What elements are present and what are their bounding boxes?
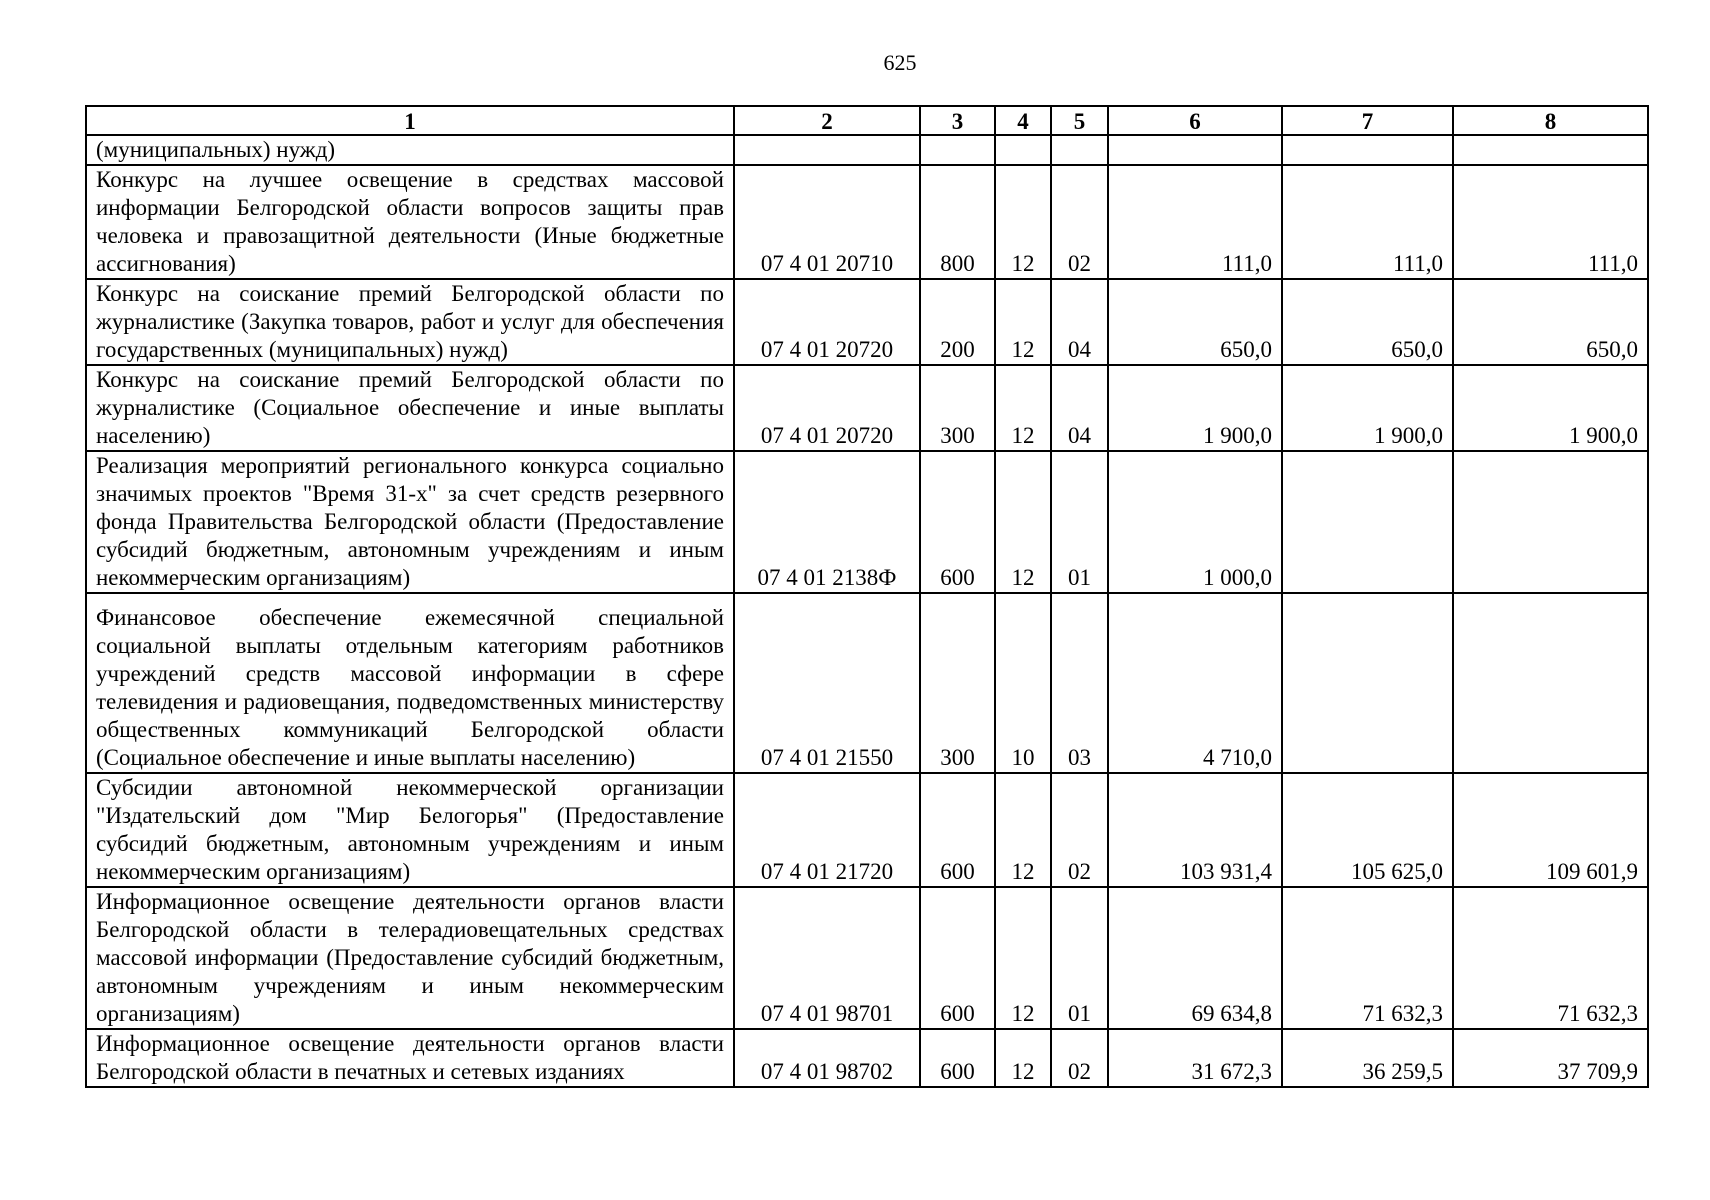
- table-row: [86, 165, 1648, 279]
- row-target-code: 07 4 01 21720: [734, 773, 920, 887]
- table-row: [86, 451, 1648, 593]
- row-value-col-7: 1 900,0: [1282, 365, 1453, 451]
- row-value-col-6: [1108, 135, 1282, 165]
- row-target-code: 07 4 01 2138Ф: [734, 451, 920, 593]
- row-target-code: 07 4 01 98702: [734, 1029, 920, 1087]
- table-row: [86, 593, 1648, 773]
- row-value-col-6: 103 931,4: [1108, 773, 1282, 887]
- row-expense-type: [920, 135, 995, 165]
- row-target-code: 07 4 01 21550: [734, 593, 920, 773]
- row-description: Реализация мероприятий регионального конкурса социально значимых проектов "Время 31-х" за счет средств резервного фонда Правительства Белгородской области (Предоставление субсидий бюджетным, автономным учреждениям и иным некоммерческим организациям): [86, 451, 734, 593]
- row-subsection: 02: [1051, 773, 1108, 887]
- row-description: Финансовое обеспечение ежемесячной специальной социальной выплаты отдельным категориям работников учреждений средств массовой информации в сфере телевидения и радиовещания, подведомственных министерству общественных коммуникаций Белгородской области (Социальное обеспечение и иные выплаты населению): [86, 593, 734, 773]
- row-value-col-6: 69 634,8: [1108, 887, 1282, 1029]
- table-row: [86, 135, 1648, 165]
- row-description: Субсидии автономной некоммерческой организации "Издательский дом "Мир Белогорья" (Предоставление субсидий бюджетным, автономным учреждениям и иным некоммерческим организациям): [86, 773, 734, 887]
- row-subsection: 01: [1051, 887, 1108, 1029]
- row-value-col-8: 37 709,9: [1453, 1029, 1648, 1087]
- row-expense-type: 300: [920, 593, 995, 773]
- page-number: 625: [883, 50, 917, 75]
- row-expense-type: 800: [920, 165, 995, 279]
- row-value-col-8: 109 601,9: [1453, 773, 1648, 887]
- row-value-col-6: 1 900,0: [1108, 365, 1282, 451]
- header-row: [86, 106, 1648, 135]
- row-expense-type: 200: [920, 279, 995, 365]
- row-value-col-8: [1453, 135, 1648, 165]
- row-target-code: 07 4 01 98701: [734, 887, 920, 1029]
- row-value-col-7: 111,0: [1282, 165, 1453, 279]
- header-col-8: 8: [1453, 106, 1648, 135]
- row-subsection: 04: [1051, 279, 1108, 365]
- row-value-col-7: 650,0: [1282, 279, 1453, 365]
- row-section: 12: [995, 887, 1051, 1029]
- row-section: 12: [995, 165, 1051, 279]
- table-row: [86, 365, 1648, 451]
- row-description: Конкурс на соискание премий Белгородской области по журналистике (Закупка товаров, работ и услуг для обеспечения государственных (муниципальных) нужд): [86, 279, 734, 365]
- row-subsection: 02: [1051, 165, 1108, 279]
- row-expense-type: 600: [920, 451, 995, 593]
- row-expense-type: 600: [920, 887, 995, 1029]
- row-subsection: 01: [1051, 451, 1108, 593]
- row-value-col-8: 650,0: [1453, 279, 1648, 365]
- row-target-code: 07 4 01 20720: [734, 365, 920, 451]
- row-target-code: 07 4 01 20720: [734, 279, 920, 365]
- row-description: Конкурс на соискание премий Белгородской области по журналистике (Социальное обеспечение и иные выплаты населению): [86, 365, 734, 451]
- row-target-code: [734, 135, 920, 165]
- row-value-col-6: 4 710,0: [1108, 593, 1282, 773]
- header-col-3: 3: [920, 106, 995, 135]
- header-col-6: 6: [1108, 106, 1282, 135]
- row-value-col-6: 111,0: [1108, 165, 1282, 279]
- row-description: Конкурс на лучшее освещение в средствах массовой информации Белгородской области вопросов защиты прав человека и правозащитной деятельности (Иные бюджетные ассигнования): [86, 165, 734, 279]
- header-col-4: 4: [995, 106, 1051, 135]
- row-value-col-7: 36 259,5: [1282, 1029, 1453, 1087]
- row-value-col-6: 31 672,3: [1108, 1029, 1282, 1087]
- row-value-col-7: 71 632,3: [1282, 887, 1453, 1029]
- row-subsection: 02: [1051, 1029, 1108, 1087]
- row-section: 12: [995, 279, 1051, 365]
- row-expense-type: 600: [920, 773, 995, 887]
- row-expense-type: 300: [920, 365, 995, 451]
- row-section: 12: [995, 1029, 1051, 1087]
- row-subsection: [1051, 135, 1108, 165]
- table-row: [86, 773, 1648, 887]
- row-value-col-7: [1282, 451, 1453, 593]
- row-value-col-7: 105 625,0: [1282, 773, 1453, 887]
- row-value-col-8: 1 900,0: [1453, 365, 1648, 451]
- row-section: 12: [995, 451, 1051, 593]
- table-body: [86, 135, 1648, 1087]
- header-col-1: 1: [86, 106, 734, 135]
- row-value-col-8: [1453, 451, 1648, 593]
- row-subsection: 03: [1051, 593, 1108, 773]
- row-expense-type: 600: [920, 1029, 995, 1087]
- row-section: 10: [995, 593, 1051, 773]
- header-col-7: 7: [1282, 106, 1453, 135]
- row-value-col-6: 1 000,0: [1108, 451, 1282, 593]
- row-description: Информационное освещение деятельности органов власти Белгородской области в печатных и сетевых изданиях: [86, 1029, 734, 1087]
- header-col-5: 5: [1051, 106, 1108, 135]
- row-value-col-7: [1282, 593, 1453, 773]
- row-description: (муниципальных) нужд): [86, 135, 734, 165]
- row-value-col-8: 111,0: [1453, 165, 1648, 279]
- row-section: 12: [995, 773, 1051, 887]
- budget-table: [85, 105, 1649, 1088]
- row-description: Информационное освещение деятельности органов власти Белгородской области в телерадиовещательных средствах массовой информации (Предоставление субсидий бюджетным, автономным учреждениям и иным некоммерческим организациям): [86, 887, 734, 1029]
- row-value-col-8: [1453, 593, 1648, 773]
- row-subsection: 04: [1051, 365, 1108, 451]
- table-row: [86, 1029, 1648, 1087]
- row-value-col-7: [1282, 135, 1453, 165]
- row-section: [995, 135, 1051, 165]
- row-section: 12: [995, 365, 1051, 451]
- header-col-2: 2: [734, 106, 920, 135]
- row-value-col-8: 71 632,3: [1453, 887, 1648, 1029]
- table-row: [86, 279, 1648, 365]
- table-row: [86, 887, 1648, 1029]
- row-value-col-6: 650,0: [1108, 279, 1282, 365]
- row-target-code: 07 4 01 20710: [734, 165, 920, 279]
